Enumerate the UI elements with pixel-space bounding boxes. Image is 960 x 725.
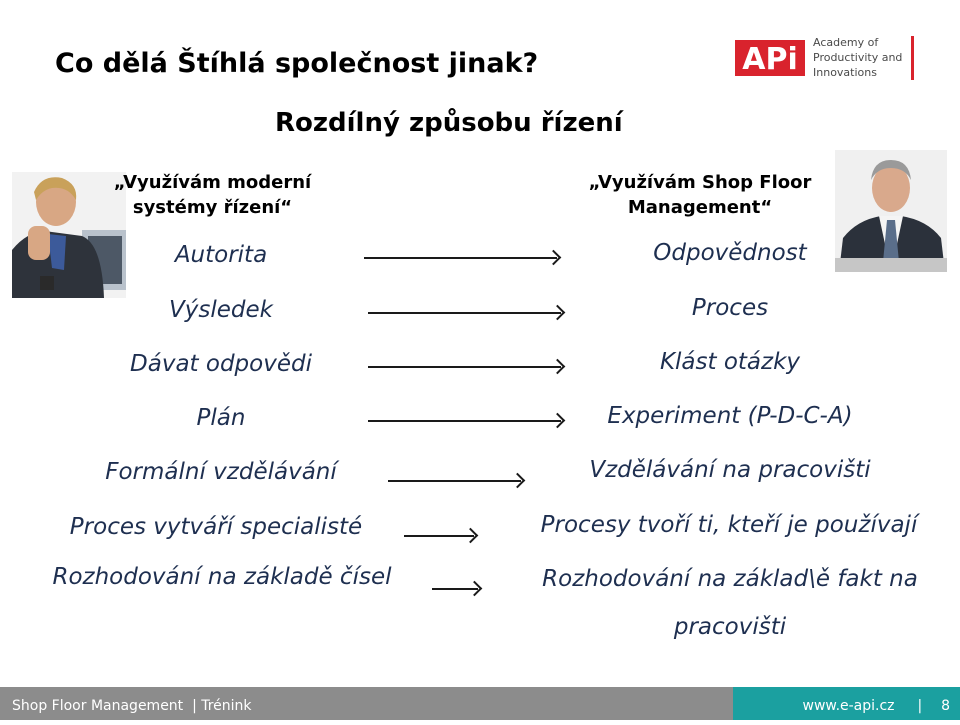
right-item-proces: Proces <box>691 295 769 321</box>
arrow-1 <box>364 257 557 259</box>
footer-right <box>733 687 960 720</box>
api-logo-mark <box>733 32 813 84</box>
right-item-vzdelavani: Vzdělávání na pracovišti <box>589 457 871 483</box>
logo-divider <box>911 36 914 80</box>
logo-line-2: Productivity and <box>813 51 903 64</box>
right-item-experiment: Experiment (P-D-C-A) <box>607 403 853 429</box>
right-item-klast-otazky: Klást otázky <box>659 349 801 375</box>
footer-page-number: 8 <box>941 698 950 714</box>
slide-subtitle: Rozdílný způsobu řízení <box>275 108 623 138</box>
left-item-vysledek: Výsledek <box>169 297 273 323</box>
left-column-header <box>80 170 345 220</box>
right-item-rozhodovani-line-1: Rozhodování na základ\ě fakt na <box>542 566 918 592</box>
footer-title: Shop Floor Management | Trénink <box>12 698 252 714</box>
right-column-header <box>560 170 840 220</box>
arrow-2 <box>368 312 561 314</box>
slide-title: Co dělá Štíhlá společnost jinak? <box>55 48 539 79</box>
footer-bar <box>0 687 960 720</box>
footer-separator: | <box>917 698 923 714</box>
left-item-proces-vytvari: Proces vytváří specialisté <box>69 514 363 540</box>
left-item-plan: Plán <box>196 405 246 431</box>
arrow-3 <box>368 366 561 368</box>
svg-text:APi: APi <box>742 42 798 77</box>
left-item-davat-odpovedi: Dávat odpovědi <box>130 351 312 377</box>
footer-left <box>0 687 733 720</box>
right-header-line-1: „Využívám Shop Floor <box>588 172 812 193</box>
right-header-line-2: Management“ <box>627 197 773 218</box>
right-item-odpovednost: Odpovědnost <box>653 240 807 266</box>
left-item-autorita: Autorita <box>174 242 268 268</box>
logo-line-3: Innovations <box>813 66 877 79</box>
arrow-6 <box>404 535 474 537</box>
arrow-5 <box>388 480 521 482</box>
right-item-rozhodovani-line-2: pracovišti <box>673 614 787 640</box>
left-header-line-2: systémy řízení“ <box>132 197 293 218</box>
logo-line-1: Academy of <box>813 36 879 49</box>
arrow-7 <box>432 588 478 590</box>
arrow-4 <box>368 420 561 422</box>
left-item-formalni-vzdelavani: Formální vzdělávání <box>105 459 337 485</box>
right-item-procesy-tvori: Procesy tvoří ti, kteří je používají <box>540 512 918 538</box>
left-header-line-1: „Využívám moderní <box>113 172 312 193</box>
footer-website: www.e-api.cz <box>802 698 895 714</box>
businessman-photo <box>835 150 947 272</box>
left-item-rozhodovani: Rozhodování na základě čísel <box>52 564 392 590</box>
api-logo <box>733 32 923 84</box>
